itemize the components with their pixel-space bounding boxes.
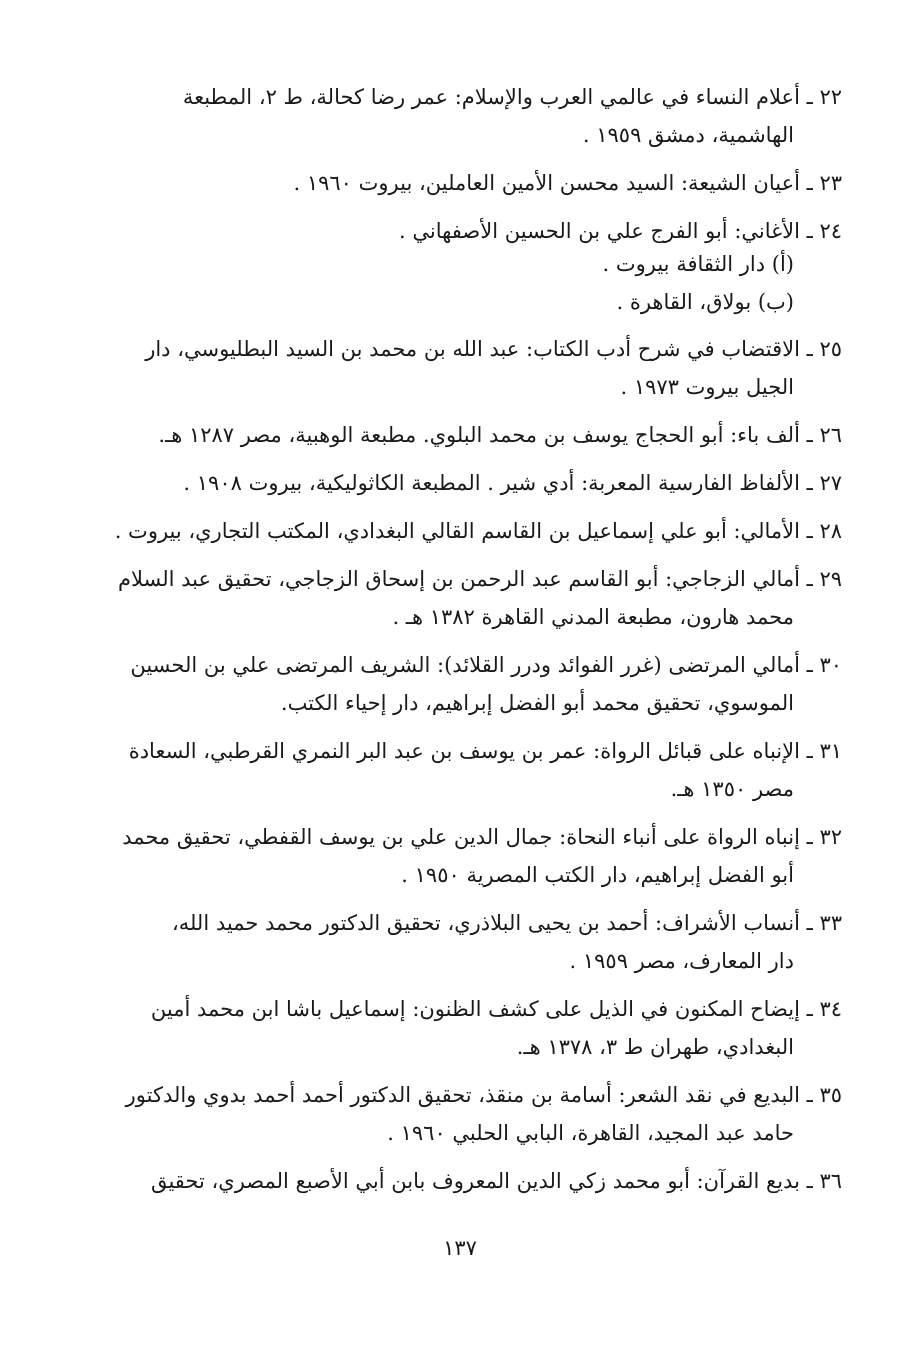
entry-line-1: ٣٢ ـ إنباه الرواة على أنباء النحاة: جمال الدين علي بن يوسف القفطي، تحقيق محمد — [122, 825, 842, 849]
entry-line-2: مصر ١٣٥٠ هـ. — [670, 777, 794, 801]
entry-line-1: ٢٧ ـ الألفاظ الفارسية المعربة: أدي شير . المطبعة الكاثوليكية، بيروت ١٩٠٨ . — [183, 471, 842, 495]
entry-25 — [80, 330, 842, 406]
entry-line-2: أبو الفضل إبراهيم، دار الكتب المصرية ١٩٥٠ . — [401, 863, 794, 887]
entry-33 — [80, 904, 842, 980]
entry-line-1: ٣٣ ـ أنساب الأشراف: أحمد بن يحيى البلاذري، تحقيق الدكتور محمد حميد الله، — [171, 911, 842, 935]
entry-line-1: ٣٤ ـ إيضاح المكنون في الذيل على كشف الظنون: إسماعيل باشا ابن محمد أمين — [150, 997, 842, 1021]
page-number: ١٣٧ — [443, 1236, 477, 1260]
entry-line-1: ٢٩ ـ أمالي الزجاجي: أبو القاسم عبد الرحمن بن إسحاق الزجاجي، تحقيق عبد السلام — [117, 567, 842, 591]
entry-26 — [80, 416, 842, 454]
entry-line-1: ٢٢ ـ أعلام النساء في عالمي العرب والإسلام: عمر رضا كحالة، ط ٢، المطبعة — [182, 85, 842, 109]
entry-line-2: البغدادي، طهران ط ٣، ١٣٧٨ هـ. — [516, 1035, 794, 1059]
entry-line-1: ٢٣ ـ أعيان الشيعة: السيد محسن الأمين العاملين، بيروت ١٩٦٠ . — [293, 171, 842, 195]
entry-24 — [80, 212, 842, 250]
edition-b: (ب) بولاق، القاهرة . — [616, 290, 794, 314]
bibliography-list — [80, 78, 842, 1210]
entry-line-1: ٣٥ ـ البديع في نقد الشعر: أسامة بن منقذ، تحقيق الدكتور أحمد أحمد بدوي والدكتور — [125, 1083, 842, 1107]
entry-28 — [80, 512, 842, 550]
entry-23 — [80, 164, 842, 202]
entry-30 — [80, 646, 842, 722]
entry-line-1: ٢٦ ـ ألف باء: أبو الحجاج يوسف بن محمد البلوي. مطبعة الوهبية، مصر ١٢٨٧ هـ. — [158, 423, 842, 447]
entry-line-1: ٢٥ ـ الاقتضاب في شرح أدب الكتاب: عبد الله بن محمد بن السيد البطليوسي، دار — [145, 337, 842, 361]
entry-line-2: الموسوي، تحقيق محمد أبو الفضل إبراهيم، دار إحياء الكتب. — [280, 691, 794, 715]
entry-24-editions — [80, 246, 842, 320]
entry-line-1: ٣١ ـ الإنباه على قبائل الرواة: عمر بن يوسف بن عبد البر النمري القرطبي، السعادة — [128, 739, 842, 763]
entry-35 — [80, 1076, 842, 1152]
entry-line-2: الجيل بيروت ١٩٧٣ . — [620, 375, 794, 399]
entry-32 — [80, 818, 842, 894]
entry-line-1: ٣٦ ـ بديع القرآن: أبو محمد زكي الدين المعروف بابن أبي الأصبع المصري، تحقيق — [150, 1169, 842, 1193]
entry-22 — [80, 78, 842, 154]
entry-29 — [80, 560, 842, 636]
entry-31 — [80, 732, 842, 808]
entry-line-2: دار المعارف، مصر ١٩٥٩ . — [569, 949, 794, 973]
entry-line-1: ٣٠ ـ أمالي المرتضى (غرر الفوائد ودرر القلائد): الشريف المرتضى علي بن الحسين — [130, 653, 842, 677]
entry-34 — [80, 990, 842, 1066]
entry-line-1: ٢٨ ـ الأمالي: أبو علي إسماعيل بن القاسم القالي البغدادي، المكتب التجاري، بيروت . — [114, 519, 842, 543]
entry-27 — [80, 464, 842, 502]
entry-line-2: محمد هارون، مطبعة المدني القاهرة ١٣٨٢ هـ . — [392, 605, 794, 629]
entry-36 — [80, 1162, 842, 1200]
edition-a: (أ) دار الثقافة بيروت . — [602, 252, 794, 276]
entry-line-1: ٢٤ ـ الأغاني: أبو الفرج علي بن الحسين الأصفهاني . — [399, 219, 842, 243]
entry-line-2: الهاشمية، دمشق ١٩٥٩ . — [582, 123, 794, 147]
entry-line-2: حامد عبد المجيد، القاهرة، البابي الحلبي ١٩٦٠ . — [387, 1121, 794, 1145]
